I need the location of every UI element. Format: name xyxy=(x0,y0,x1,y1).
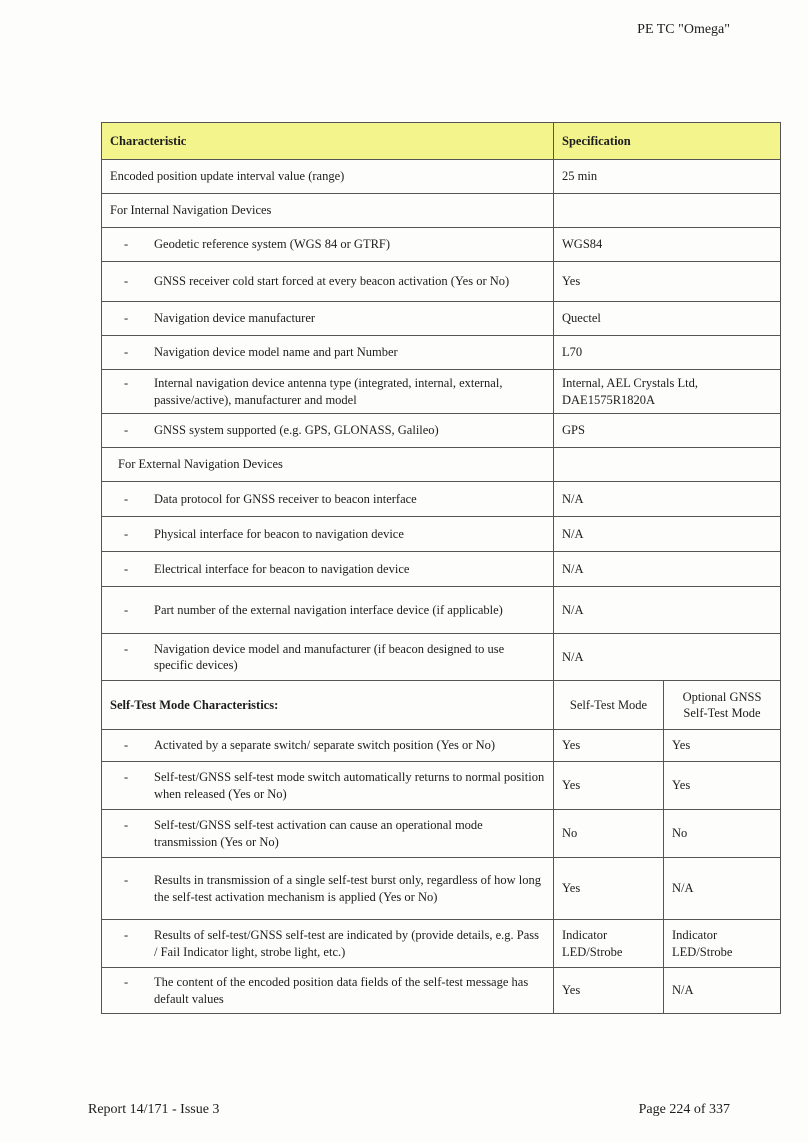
header-characteristic: Characteristic xyxy=(102,123,554,160)
row-value: N/A xyxy=(554,552,781,587)
row-label: Self-test/GNSS self-test mode switch automatically returns to normal position when released (Yes or No) xyxy=(154,770,545,801)
table-row xyxy=(102,968,781,1014)
row-value: Yes xyxy=(554,858,664,920)
row-value: N/A xyxy=(554,634,781,681)
group-row-internal xyxy=(102,194,781,228)
row-value: Indicator LED/Strobe xyxy=(554,920,664,968)
row-label-cell xyxy=(102,302,554,336)
characteristics-table xyxy=(101,122,781,1014)
row-label-cell xyxy=(102,482,554,517)
row-label: Self-test/GNSS self-test activation can cause an operational mode transmission (Yes or No) xyxy=(154,818,483,849)
table-row xyxy=(102,762,781,810)
row-label: Data protocol for GNSS receiver to beacon interface xyxy=(154,491,417,506)
row-value: Internal, AEL Crystals Ltd, DAE1575R1820A xyxy=(554,370,781,414)
row-value: Yes xyxy=(554,968,664,1014)
list-dash: - xyxy=(124,818,129,833)
row-label: Navigation device manufacturer xyxy=(154,311,316,326)
list-dash: - xyxy=(124,770,129,785)
list-dash: - xyxy=(124,641,129,656)
row-label-cell xyxy=(102,228,554,262)
row-value: L70 xyxy=(554,336,781,370)
footer-report: Report 14/171 - Issue 3 xyxy=(88,1102,220,1117)
row-value: N/A xyxy=(664,968,781,1014)
row-value: No xyxy=(664,810,781,858)
row-value: Yes xyxy=(554,262,781,302)
running-header: PE TC "Omega" xyxy=(637,22,730,37)
row-label: Encoded position update interval value (range) xyxy=(102,160,554,194)
row-label-cell xyxy=(102,262,554,302)
table-row xyxy=(102,336,781,370)
row-label: The content of the encoded position data fields of the self-test message has default values xyxy=(154,975,529,1006)
table-row xyxy=(102,228,781,262)
row-value: N/A xyxy=(554,482,781,517)
row-label-cell xyxy=(102,810,554,858)
row-label: Navigation device model and manufacturer (if beacon designed to use specific devices) xyxy=(154,641,505,672)
row-value: Yes xyxy=(664,730,781,762)
row-label-cell xyxy=(102,858,554,920)
row-label-cell xyxy=(102,634,554,681)
list-dash: - xyxy=(124,561,129,576)
row-label-cell xyxy=(102,920,554,968)
list-dash: - xyxy=(124,423,129,438)
row-value: Yes xyxy=(664,762,781,810)
table-row xyxy=(102,810,781,858)
selftest-header-row xyxy=(102,681,781,730)
row-label: Navigation device model name and part Number xyxy=(154,345,398,360)
table-row xyxy=(102,634,781,681)
row-label: Activated by a separate switch/ separate switch position (Yes or No) xyxy=(154,738,496,753)
list-dash: - xyxy=(124,873,129,888)
selftest-col-mode: Self-Test Mode xyxy=(554,681,664,730)
row-value: No xyxy=(554,810,664,858)
header-specification: Specification xyxy=(554,123,781,160)
list-dash: - xyxy=(124,376,129,391)
row-value: Yes xyxy=(554,762,664,810)
selftest-heading: Self-Test Mode Characteristics: xyxy=(102,681,554,730)
row-value: Indicator LED/Strobe xyxy=(664,920,781,968)
footer-page-number: Page 224 of 337 xyxy=(638,1102,730,1117)
row-value: Yes xyxy=(554,730,664,762)
row-value: GPS xyxy=(554,414,781,448)
table-row xyxy=(102,302,781,336)
row-label: Results of self-test/GNSS self-test are indicated by (provide details, e.g. Pass / Fail Indicator light, strobe light, etc.) xyxy=(154,928,539,959)
row-label-cell xyxy=(102,336,554,370)
table-row xyxy=(102,414,781,448)
row-value: N/A xyxy=(664,858,781,920)
list-dash: - xyxy=(124,602,129,617)
row-label-cell xyxy=(102,552,554,587)
selftest-col-gnss: Optional GNSS Self-Test Mode xyxy=(664,681,781,730)
row-label-cell xyxy=(102,968,554,1014)
row-label: Results in transmission of a single self-test burst only, regardless of how long the self-test activation mechanism is applied (Yes or No) xyxy=(154,873,541,904)
row-label-cell xyxy=(102,370,554,414)
table-row xyxy=(102,262,781,302)
row-label: Geodetic reference system (WGS 84 or GTRF) xyxy=(154,237,391,252)
row-label-cell xyxy=(102,762,554,810)
table-row xyxy=(102,482,781,517)
table-row xyxy=(102,730,781,762)
row-label: Internal navigation device antenna type (integrated, internal, external, passive/active), manufacturer and model xyxy=(154,376,503,407)
table-row xyxy=(102,920,781,968)
list-dash: - xyxy=(124,526,129,541)
row-value: N/A xyxy=(554,517,781,552)
row-label-cell xyxy=(102,414,554,448)
table-row xyxy=(102,517,781,552)
table-row xyxy=(102,858,781,920)
row-label: GNSS system supported (e.g. GPS, GLONASS, Galileo) xyxy=(154,423,439,438)
row-label-cell xyxy=(102,517,554,552)
group-label: For External Navigation Devices xyxy=(102,448,554,482)
list-dash: - xyxy=(124,311,129,326)
table-row xyxy=(102,160,781,194)
table-header-row xyxy=(102,123,781,160)
row-value: N/A xyxy=(554,587,781,634)
row-label: Physical interface for beacon to navigation device xyxy=(154,526,404,541)
list-dash: - xyxy=(124,345,129,360)
row-value: Quectel xyxy=(554,302,781,336)
row-value: 25 min xyxy=(554,160,781,194)
row-value: WGS84 xyxy=(554,228,781,262)
row-label: GNSS receiver cold start forced at every beacon activation (Yes or No) xyxy=(154,274,510,289)
list-dash: - xyxy=(124,928,129,943)
group-label: For Internal Navigation Devices xyxy=(102,194,554,228)
group-row-external xyxy=(102,448,781,482)
table-row xyxy=(102,370,781,414)
row-label-cell xyxy=(102,730,554,762)
list-dash: - xyxy=(124,491,129,506)
row-label-cell xyxy=(102,587,554,634)
row-label: Part number of the external navigation interface device (if applicable) xyxy=(154,602,503,617)
list-dash: - xyxy=(124,975,129,990)
list-dash: - xyxy=(124,237,129,252)
row-label: Electrical interface for beacon to navigation device xyxy=(154,561,410,576)
table-row xyxy=(102,587,781,634)
list-dash: - xyxy=(124,274,129,289)
table-row xyxy=(102,552,781,587)
list-dash: - xyxy=(124,738,129,753)
